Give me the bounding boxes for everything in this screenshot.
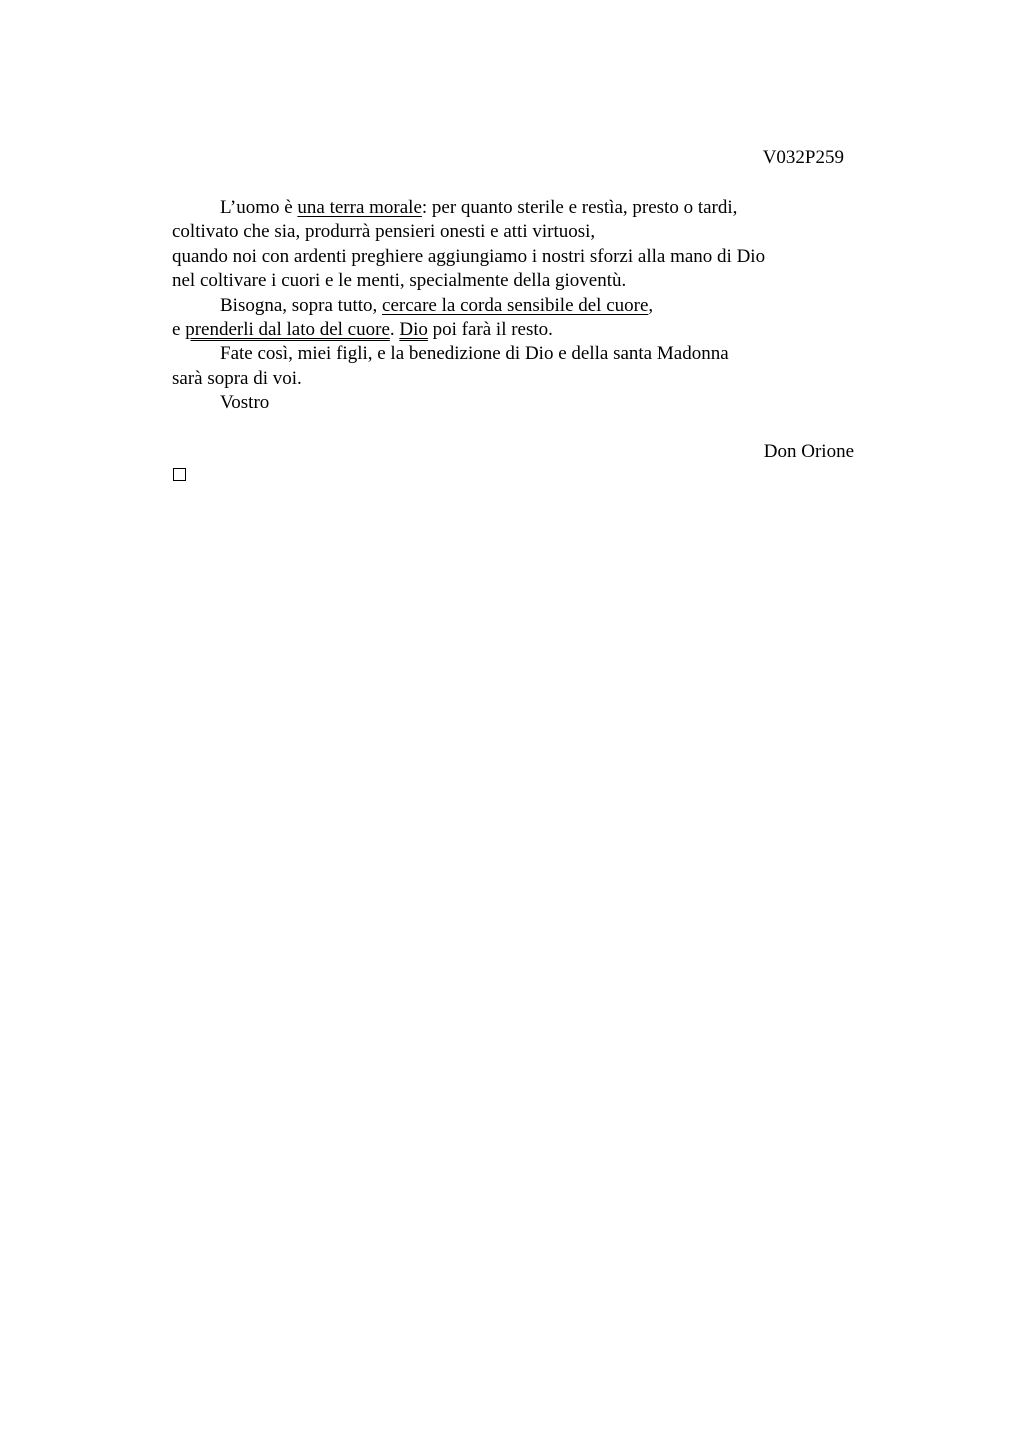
paragraph-1-line-2: coltivato che sia, produrrà pensieri onesti e atti virtuosi, — [172, 221, 596, 243]
paragraph-1-line-3: quando noi con ardenti preghiere aggiungiamo i nostri sforzi alla mano di Dio — [172, 245, 766, 267]
text-segment: Bisogna, sopra tutto, — [220, 294, 383, 316]
paragraph-2-line-2 — [172, 318, 872, 342]
paragraph-3-line-2: sarà sopra di voi. — [172, 367, 302, 389]
underlined-phrase: una terra morale — [297, 197, 422, 218]
paragraph-3-line-1: Fate così, miei figli, e la benedizione di Dio e della santa Madonna — [220, 343, 729, 365]
text-segment: , — [648, 294, 654, 316]
paragraph-1-line-1 — [172, 196, 872, 220]
double-underlined-phrase: Dio — [399, 319, 428, 341]
double-underlined-phrase: prenderli dal lato del cuore — [185, 319, 390, 341]
empty-square-icon — [173, 468, 186, 481]
closing-word: Vostro — [220, 392, 270, 414]
paragraph-2-line-1 — [172, 294, 872, 318]
text-segment: poi farà il resto. — [427, 319, 553, 341]
underlined-phrase: cercare la corda sensibile del cuore — [382, 294, 649, 316]
signature: Don Orione — [763, 441, 854, 462]
text-segment: . — [389, 319, 400, 341]
text-segment: L’uomo è — [220, 197, 298, 218]
text-segment: : per quanto sterile e restìa, presto o tardi, — [421, 197, 738, 218]
paragraph-1-line-4: nel coltivare i cuori e le menti, specialmente della gioventù. — [172, 270, 627, 292]
document-reference: V032P259 — [762, 147, 844, 168]
text-segment: e — [172, 319, 186, 341]
letter-body — [172, 196, 872, 416]
